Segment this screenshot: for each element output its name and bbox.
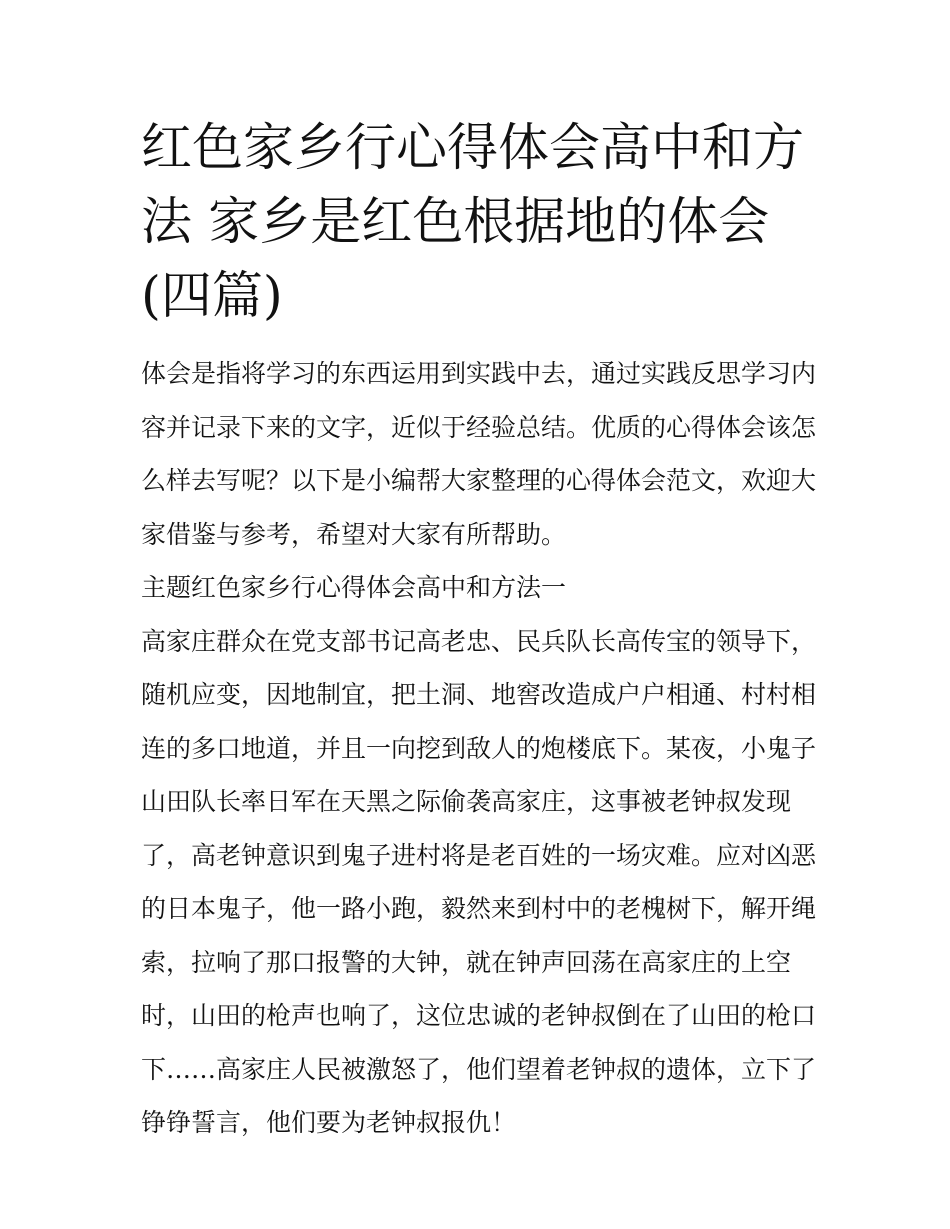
document-content	[141, 112, 816, 1150]
body-paragraph: 高家庄群众在党支部书记高老忠、民兵队长高传宝的领导下，随机应变，因地制宜，把土洞、地窖改造成户户相通、村村相连的多口地道，并且一向挖到敌人的炮楼底下。某夜，小鬼子山田队长率日军在天黑之际偷袭高家庄，这事被老钟叔发现了，高老钟意识到鬼子进村将是老百姓的一场灾难。应对凶恶的日本鬼子，他一路小跑，毅然来到村中的老槐树下，解开绳索，拉响了那口报警的大钟，就在钟声回荡在高家庄的上空时，山田的枪声也响了，这位忠诚的老钟叔倒在了山田的枪口下……高家庄人民被激怒了，他们望着老钟叔的遗体，立下了铮铮誓言，他们要为老钟叔报仇！	[141, 626, 817, 1137]
section-heading: 主题红色家乡行心得体会高中和方法一	[141, 573, 567, 602]
document-title: 红色家乡行心得体会高中和方法 家乡是红色根据地的体会(四篇)	[141, 119, 805, 326]
intro-paragraph: 体会是指将学习的东西运用到实践中去，通过实践反思学习内容并记录下来的文字，近似于经验总结。优质的心得体会该怎么样去写呢？以下是小编帮大家整理的心得体会范文，欢迎大家借鉴与参考，希望对大家有所帮助。	[141, 359, 817, 549]
